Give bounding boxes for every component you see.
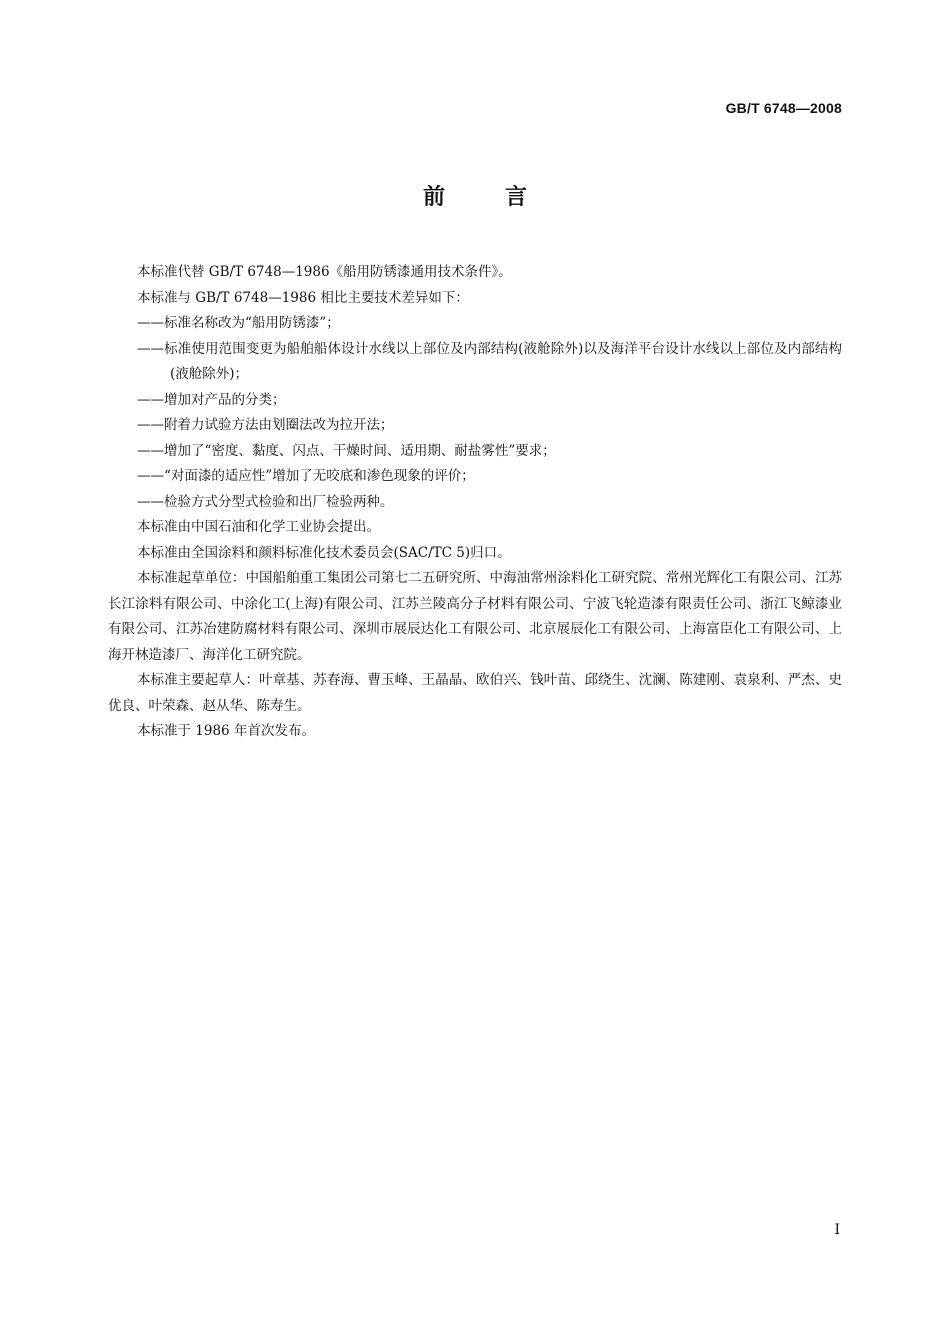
paragraph-centralized-by: 本标准由全国涂料和颜料标准化技术委员会(SAC/TC 5)归口。 [137,544,511,561]
change-item-name: ——标准名称改为“船用防锈漆”； [137,315,340,331]
change-item-classification: ——增加对产品的分类； [137,391,286,408]
paragraph-differences: 本标准与 GB/T 6748—1986 相比主要技术差异如下： [137,289,469,306]
paragraph-first-issued: 本标准于 1986 年首次发布。 [137,723,315,739]
paragraph-replaces: 本标准代替 GB/T 6748—1986《船用防锈漆通用技术条件》。 [137,264,512,280]
page-number: I [834,1222,840,1238]
standard-code: GB/T 6748—2008 [725,100,842,116]
paragraph-drafting-units: 本标准起草单位：中国船舶重工集团公司第七二五研究所、中海油常州涂料化工研究院、常州光辉化工有限公司、江苏长江涂料有限公司、中涂化工(上海)有限公司、江苏兰陵高分子材料有限公司、宁波飞轮造漆有限责任公司、浙江飞鲸漆业有限公司、江苏冶建防腐材料有限公司、深圳市展辰达化工有限公司、北京展辰化工有限公司、上海富臣化工有限公司、上海开林造漆厂、海洋化工研究院。 [108,570,842,663]
page-title: 前言 [422,185,587,210]
paragraph-drafters: 本标准主要起草人：叶章基、苏春海、曹玉峰、王晶晶、欧伯兴、钱叶苗、邱绕生、沈澜、陈建刚、袁泉利、严杰、史优良、叶荣森、赵从华、陈寿生。 [108,672,842,714]
change-item-scope: ——标准使用范围变更为船舶船体设计水线以上部位及内部结构(液舱除外)以及海洋平台设计水线以上部位及内部结构(液舱除外)； [137,340,842,382]
foreword-body [108,260,842,745]
change-item-topcoat: ——“对面漆的适应性”增加了无咬底和渗色现象的评价； [137,468,475,484]
change-item-requirements: ——增加了“密度、黏度、闪点、干燥时间、适用期、耐盐雾性”要求； [137,442,556,459]
change-item-adhesion: ——附着力试验方法由划圈法改为拉开法； [137,417,394,433]
change-item-inspection: ——检验方式分型式检验和出厂检验两种。 [137,493,394,510]
paragraph-proposed-by: 本标准由中国石油和化学工业协会提出。 [137,519,380,535]
